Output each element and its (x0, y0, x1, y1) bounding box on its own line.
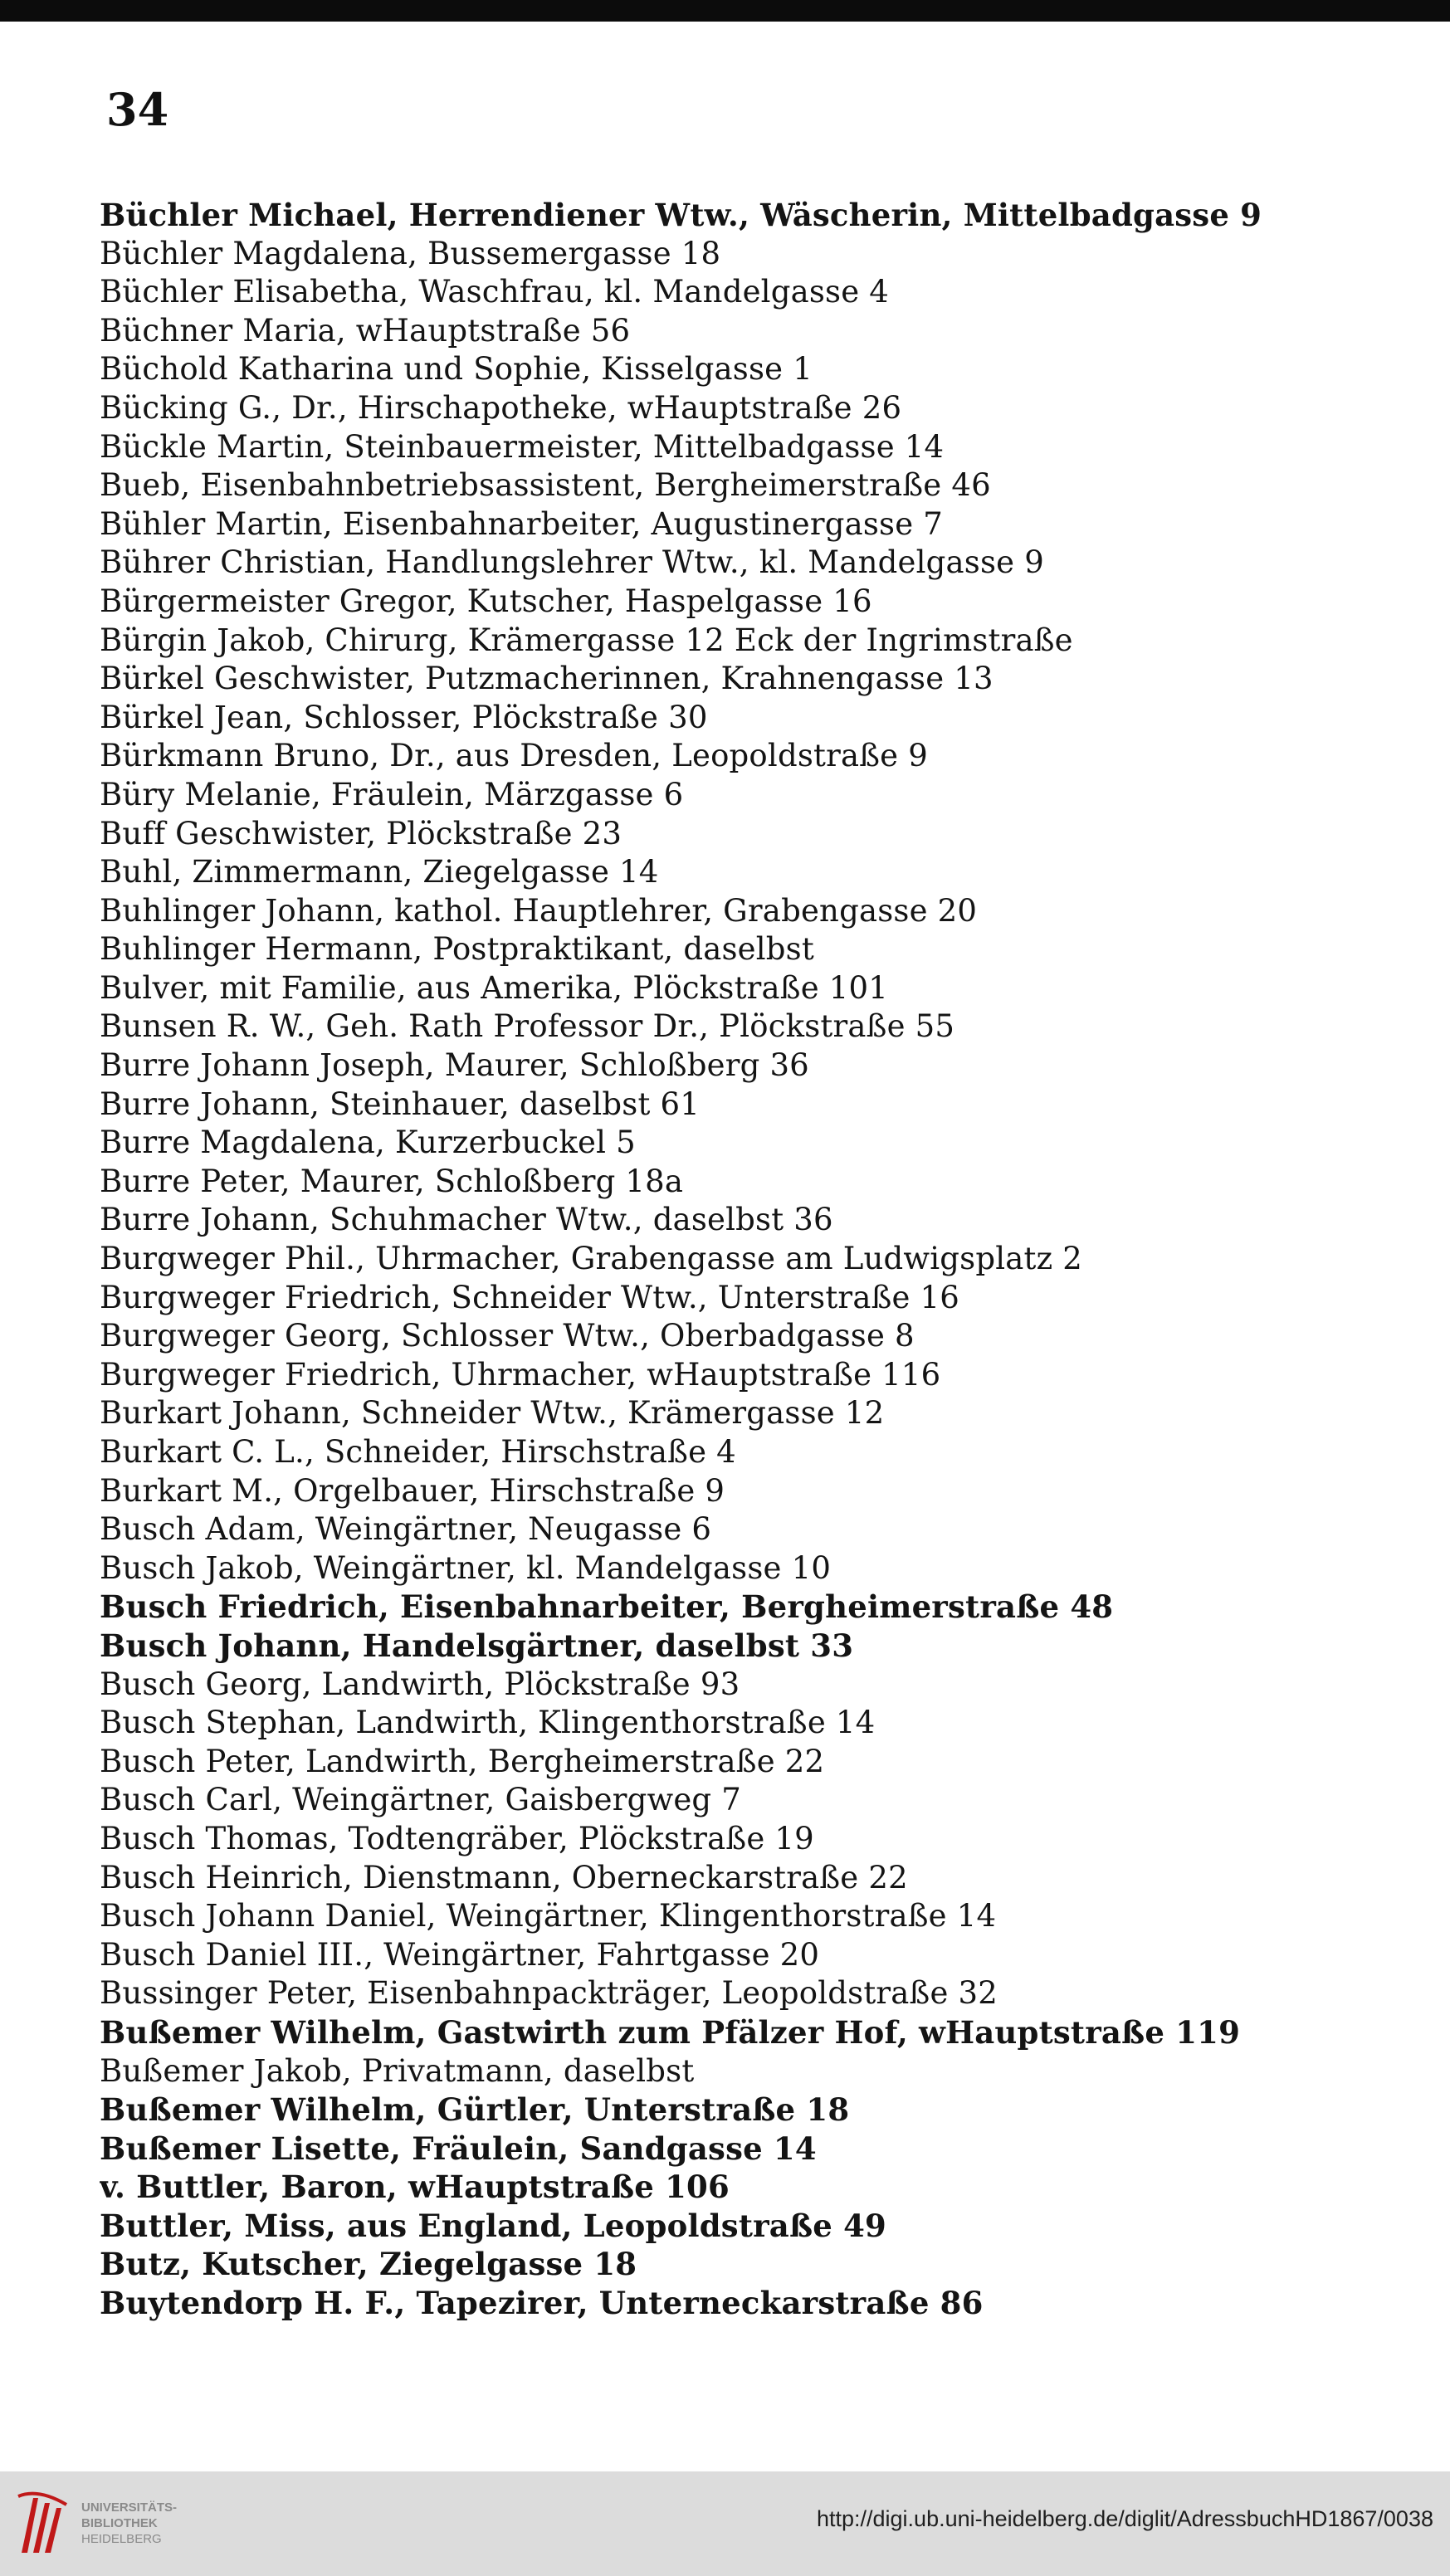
directory-entry: Bürgin Jakob, Chirurg, Krämergasse 12 Eck der Ingrimstraße (100, 622, 1073, 658)
directory-entry: Buhlinger Hermann, Postpraktikant, daselbst (100, 931, 814, 968)
university-library-logo-icon (13, 2486, 71, 2561)
directory-entry: Busch Thomas, Todtengräber, Plöckstraße 19 (100, 1820, 814, 1856)
directory-entries (100, 196, 1394, 2323)
directory-entry: Burgweger Friedrich, Schneider Wtw., Unterstraße 16 (100, 1279, 960, 1315)
directory-entry: Busch Daniel III., Weingärtner, Fahrtgasse 20 (100, 1936, 820, 1973)
library-name: UNIVERSITÄTS- BIBLIOTHEK HEIDELBERG (81, 2500, 178, 2546)
directory-entry: Butz, Kutscher, Ziegelgasse 18 (100, 2246, 637, 2283)
directory-entry: Burre Johann, Schuhmacher Wtw., daselbst 36 (100, 1202, 833, 1238)
directory-entry: Bußemer Wilhelm, Gürtler, Unterstraße 18 (100, 2091, 850, 2129)
directory-entry: Burgweger Georg, Schlosser Wtw., Oberbadgasse 8 (100, 1318, 915, 1354)
directory-entry: Buttler, Miss, aus England, Leopoldstraße 49 (100, 2207, 887, 2244)
directory-entry: Burre Johann, Steinhauer, daselbst 61 (100, 1086, 701, 1122)
directory-entry: Busch Friedrich, Eisenbahnarbeiter, Bergheimerstraße 48 (100, 1588, 1114, 1626)
directory-entry: Burkart M., Orgelbauer, Hirschstraße 9 (100, 1472, 725, 1509)
directory-entry: Büchner Maria, wHauptstraße 56 (100, 312, 631, 349)
directory-entry: Bückle Martin, Steinbauermeister, Mittelbadgasse 14 (100, 428, 945, 465)
directory-entry: Busch Carl, Weingärtner, Gaisbergweg 7 (100, 1782, 742, 1818)
directory-entry: Bühler Martin, Eisenbahnarbeiter, Augustinergasse 7 (100, 505, 944, 542)
directory-entry: Busch Jakob, Weingärtner, kl. Mandelgasse 10 (100, 1549, 832, 1586)
directory-entry: Bußemer Wilhelm, Gastwirth zum Pfälzer Hof, wHauptstraße 119 (100, 2013, 1241, 2051)
directory-entry: Busch Heinrich, Dienstmann, Oberneckarstraße 22 (100, 1859, 908, 1895)
directory-entry: Burre Peter, Maurer, Schloßberg 18a (100, 1163, 684, 1199)
directory-entry: Bußemer Jakob, Privatmann, daselbst (100, 2052, 695, 2089)
directory-entry: Busch Johann Daniel, Weingärtner, Klingenthorstraße 14 (100, 1898, 997, 1934)
directory-entry: Buytendorp H. F., Tapezirer, Unterneckarstraße 86 (100, 2285, 984, 2322)
directory-entry: Bücking G., Dr., Hirschapotheke, wHauptstraße 26 (100, 389, 902, 426)
directory-entry: v. Buttler, Baron, wHauptstraße 106 (100, 2169, 730, 2206)
directory-entry: Burkart C. L., Schneider, Hirschstraße 4 (100, 1434, 736, 1470)
directory-entry: Bührer Christian, Handlungslehrer Wtw., kl. Mandelgasse 9 (100, 544, 1044, 581)
directory-entry: Burre Johann Joseph, Maurer, Schloßberg 36 (100, 1047, 809, 1084)
directory-entry: Bürgermeister Gregor, Kutscher, Haspelgasse 16 (100, 583, 872, 619)
directory-entry: Burgweger Friedrich, Uhrmacher, wHauptstraße 116 (100, 1356, 941, 1393)
source-url-link[interactable]: http://digi.ub.uni-heidelberg.de/diglit/AdressbuchHD1867/0038 (816, 2506, 1433, 2531)
directory-entry: Bussinger Peter, Eisenbahnpackträger, Leopoldstraße 32 (100, 1975, 998, 2012)
directory-entry: Busch Adam, Weingärtner, Neugasse 6 (100, 1511, 712, 1548)
directory-entry: Buhl, Zimmermann, Ziegelgasse 14 (100, 854, 659, 890)
top-scan-border (0, 0, 1450, 22)
directory-entry: Bürkel Geschwister, Putzmacherinnen, Krahnengasse 13 (100, 661, 994, 697)
directory-entry: Busch Georg, Landwirth, Plöckstraße 93 (100, 1666, 740, 1702)
directory-entry: Büchler Magdalena, Bussemergasse 18 (100, 235, 721, 271)
directory-entry: Busch Stephan, Landwirth, Klingenthorstraße 14 (100, 1705, 876, 1741)
directory-entry: Büchler Elisabetha, Waschfrau, kl. Mandelgasse 4 (100, 274, 890, 310)
directory-entry: Bußemer Lisette, Fräulein, Sandgasse 14 (100, 2130, 817, 2167)
directory-entry: Bunsen R. W., Geh. Rath Professor Dr., Plöckstraße 55 (100, 1008, 955, 1045)
directory-entry: Bueb, Eisenbahnbetriebsassistent, Bergheimerstraße 46 (100, 467, 991, 504)
directory-entry: Büry Melanie, Fräulein, Märzgasse 6 (100, 776, 684, 812)
footer-bar (0, 2471, 1450, 2576)
directory-entry: Busch Johann, Handelsgärtner, daselbst 33 (100, 1627, 854, 1664)
directory-entry: Büchold Katharina und Sophie, Kisselgasse 1 (100, 351, 813, 388)
directory-entry: Burkart Johann, Schneider Wtw., Krämergasse 12 (100, 1395, 885, 1432)
directory-entry: Büchler Michael, Herrendiener Wtw., Wäscherin, Mittelbadgasse 9 (100, 197, 1262, 233)
directory-entry: Burre Magdalena, Kurzerbuckel 5 (100, 1125, 636, 1161)
directory-entry: Buff Geschwister, Plöckstraße 23 (100, 815, 622, 851)
directory-entry: Bulver, mit Familie, aus Amerika, Plöckstraße 101 (100, 969, 888, 1006)
directory-entry: Bürkel Jean, Schlosser, Plöckstraße 30 (100, 699, 708, 735)
directory-entry: Buhlinger Johann, kathol. Hauptlehrer, Grabengasse 20 (100, 892, 978, 929)
directory-entry: Burgweger Phil., Uhrmacher, Grabengasse am Ludwigsplatz 2 (100, 1241, 1082, 1277)
directory-entry: Busch Peter, Landwirth, Bergheimerstraße 22 (100, 1743, 825, 1779)
page-number: 34 (106, 83, 169, 136)
directory-entry: Bürkmann Bruno, Dr., aus Dresden, Leopoldstraße 9 (100, 738, 928, 774)
